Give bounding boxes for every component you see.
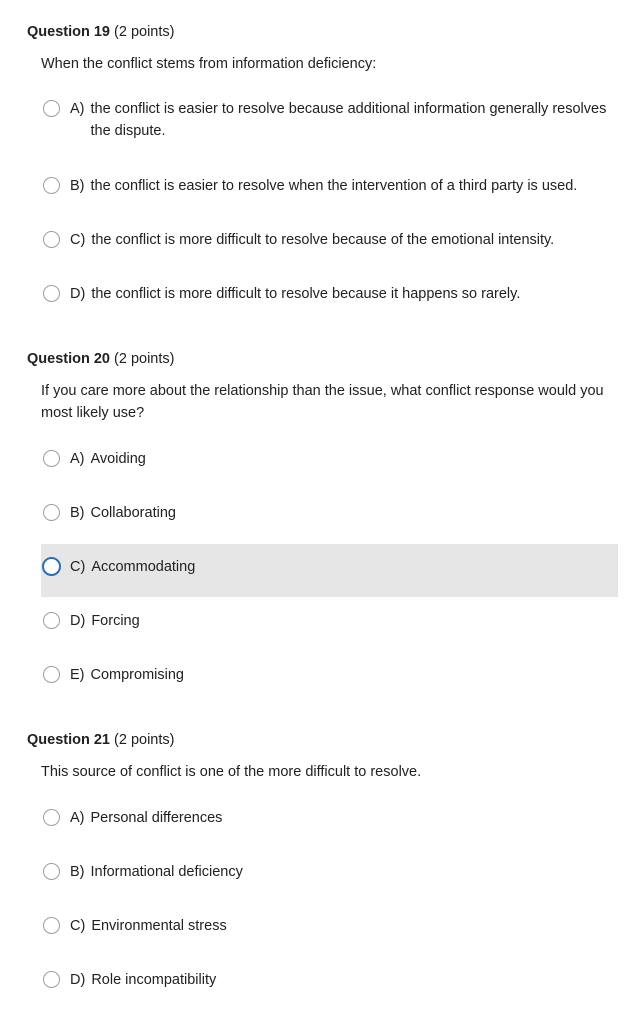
option-letter: B) xyxy=(70,178,85,194)
question-number: Question 19 xyxy=(27,24,110,40)
option-label: Informational deficiency xyxy=(90,864,243,880)
option-letter: D) xyxy=(70,972,86,988)
answer-option-c[interactable] xyxy=(41,229,618,251)
answer-option-b[interactable] xyxy=(41,861,618,883)
radio-button[interactable] xyxy=(43,612,60,629)
option-label: the conflict is more difficult to resolve because it happens so rarely. xyxy=(91,286,521,302)
radio-button[interactable] xyxy=(43,809,60,826)
answer-option-b[interactable] xyxy=(41,175,618,197)
option-label: Compromising xyxy=(90,667,184,683)
option-label: Forcing xyxy=(91,613,140,629)
option-letter: A) xyxy=(70,810,85,826)
question-points: (2 points) xyxy=(114,351,175,367)
option-label: the conflict is more difficult to resolve because of the emotional intensity. xyxy=(91,232,555,248)
answer-option-a[interactable] xyxy=(41,98,618,142)
option-label: Personal differences xyxy=(90,810,223,826)
radio-button[interactable] xyxy=(43,917,60,934)
radio-button[interactable] xyxy=(43,504,60,521)
option-letter: A) xyxy=(70,451,85,467)
question-points: (2 points) xyxy=(114,24,175,40)
radio-button[interactable] xyxy=(43,666,60,683)
answer-option-d[interactable] xyxy=(41,283,618,305)
radio-button[interactable] xyxy=(43,231,60,248)
question-points: (2 points) xyxy=(114,732,175,748)
radio-button[interactable] xyxy=(43,285,60,302)
option-label: Collaborating xyxy=(90,505,176,521)
option-letter: A) xyxy=(70,101,85,117)
question-title xyxy=(27,730,174,750)
question-prompt: This source of conflict is one of the more difficult to resolve. xyxy=(41,764,422,780)
radio-button[interactable] xyxy=(43,450,60,467)
question-title xyxy=(27,349,174,369)
radio-button[interactable] xyxy=(43,177,60,194)
radio-button[interactable] xyxy=(42,557,61,576)
radio-button[interactable] xyxy=(43,863,60,880)
option-label: Accommodating xyxy=(91,559,196,575)
question-prompt: When the conflict stems from information deficiency: xyxy=(41,56,377,72)
option-letter: C) xyxy=(70,232,86,248)
radio-button[interactable] xyxy=(43,971,60,988)
option-label: Environmental stress xyxy=(91,918,227,934)
radio-button[interactable] xyxy=(43,100,60,117)
option-letter: D) xyxy=(70,286,86,302)
option-letter: B) xyxy=(70,864,85,880)
answer-option-c[interactable] xyxy=(41,544,618,597)
answer-option-d[interactable] xyxy=(41,969,618,991)
option-letter: C) xyxy=(70,559,86,575)
answer-option-a[interactable] xyxy=(41,448,618,470)
question-number: Question 21 xyxy=(27,732,110,748)
answer-option-e[interactable] xyxy=(41,664,618,686)
option-letter: C) xyxy=(70,918,86,934)
answer-option-a[interactable] xyxy=(41,807,618,829)
option-letter: B) xyxy=(70,505,85,521)
question-prompt: If you care more about the relationship than the issue, what conflict response would you most likely use? xyxy=(41,383,604,421)
answer-option-d[interactable] xyxy=(41,610,618,632)
question-title xyxy=(27,22,174,42)
question-number: Question 20 xyxy=(27,351,110,367)
option-letter: E) xyxy=(70,667,85,683)
answer-option-b[interactable] xyxy=(41,502,618,524)
answer-option-c[interactable] xyxy=(41,915,618,937)
option-label: Avoiding xyxy=(90,451,146,467)
option-letter: D) xyxy=(70,613,86,629)
option-label: Role incompatibility xyxy=(91,972,217,988)
option-label: the conflict is easier to resolve because additional information generally resolves the dispute. xyxy=(90,101,607,139)
option-label: the conflict is easier to resolve when the intervention of a third party is used. xyxy=(90,178,578,194)
